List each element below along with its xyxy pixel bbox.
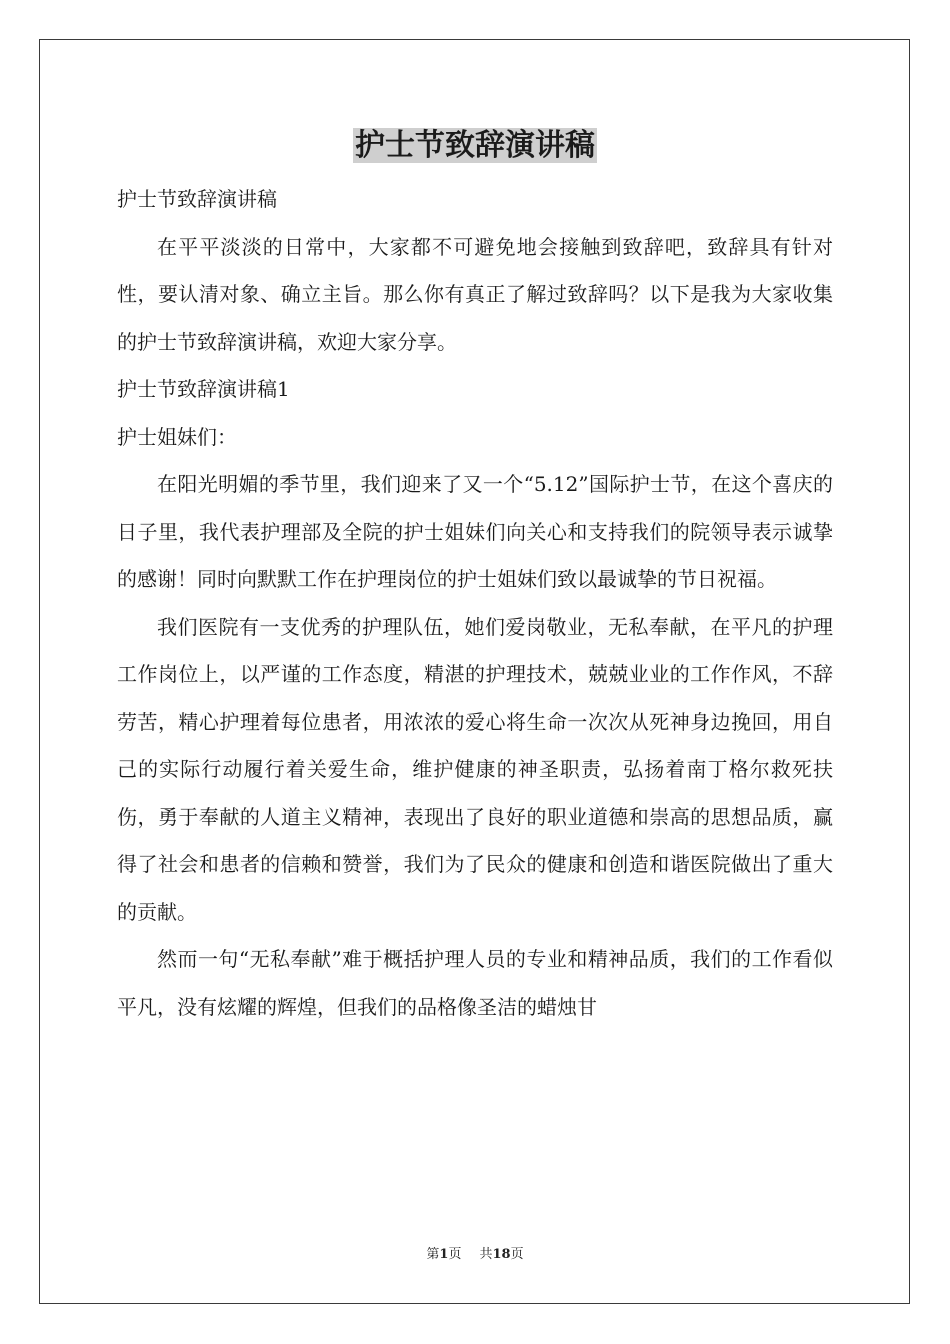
footer-total-pages: 18 (492, 1247, 511, 1262)
footer-page-number: 1 (439, 1247, 449, 1262)
body-paragraph: 然而一句“无私奉献”难于概括护理人员的专业和精神品质，我们的工作看似平凡，没有炫耀的辉煌，但我们的品格像圣洁的蜡烛甘 (117, 947, 833, 1019)
footer-page-prefix: 第 (426, 1247, 440, 1262)
body-paragraph: 在平平淡淡的日常中，大家都不可避免地会接触到致辞吧，致辞具有针对性，要认清对象、确立主旨。那么你有真正了解过致辞吗？以下是我为大家收集的护士节致辞演讲稿，欢迎大家分享。 (117, 234, 833, 354)
page-footer (0, 1246, 950, 1264)
document-title-text: 护士节致辞演讲稿 (355, 128, 595, 163)
document-body (117, 176, 833, 1031)
body-paragraph: 护士节致辞演讲稿1 (117, 377, 290, 401)
body-paragraph: 在阳光明媚的季节里，我们迎来了又一个“5.12”国际护士节，在这个喜庆的日子里，我代表护理部及全院的护士姐妹们向关心和支持我们的院领导表示诚挚的感谢！同时向默默工作在护理岗位的护士姐妹们致以最诚挚的节日祝福。 (117, 472, 833, 591)
footer-total-suffix: 页 (510, 1247, 524, 1262)
footer-total-prefix: 共 (479, 1247, 493, 1262)
body-paragraph: 护士节致辞演讲稿 (117, 187, 277, 211)
body-paragraph: 我们医院有一支优秀的护理队伍，她们爱岗敬业，无私奉献，在平凡的护理工作岗位上，以严谨的工作态度，精湛的护理技术，兢兢业业的工作作风，不辞劳苦，精心护理着每位患者，用浓浓的爱心将生命一次次从死神身边挽回，用自己的实际行动履行着关爱生命，维护健康的神圣职责，弘扬着南丁格尔救死扶伤，勇于奉献的人道主义精神，表现出了良好的职业道德和崇高的思想品质，赢得了社会和患者的信赖和赞誉，我们为了民众的健康和创造和谐医院做出了重大的贡献。 (117, 614, 833, 924)
body-paragraph: 护士姐妹们： (117, 424, 237, 449)
document-title (0, 126, 950, 166)
footer-page-suffix: 页 (448, 1247, 462, 1262)
